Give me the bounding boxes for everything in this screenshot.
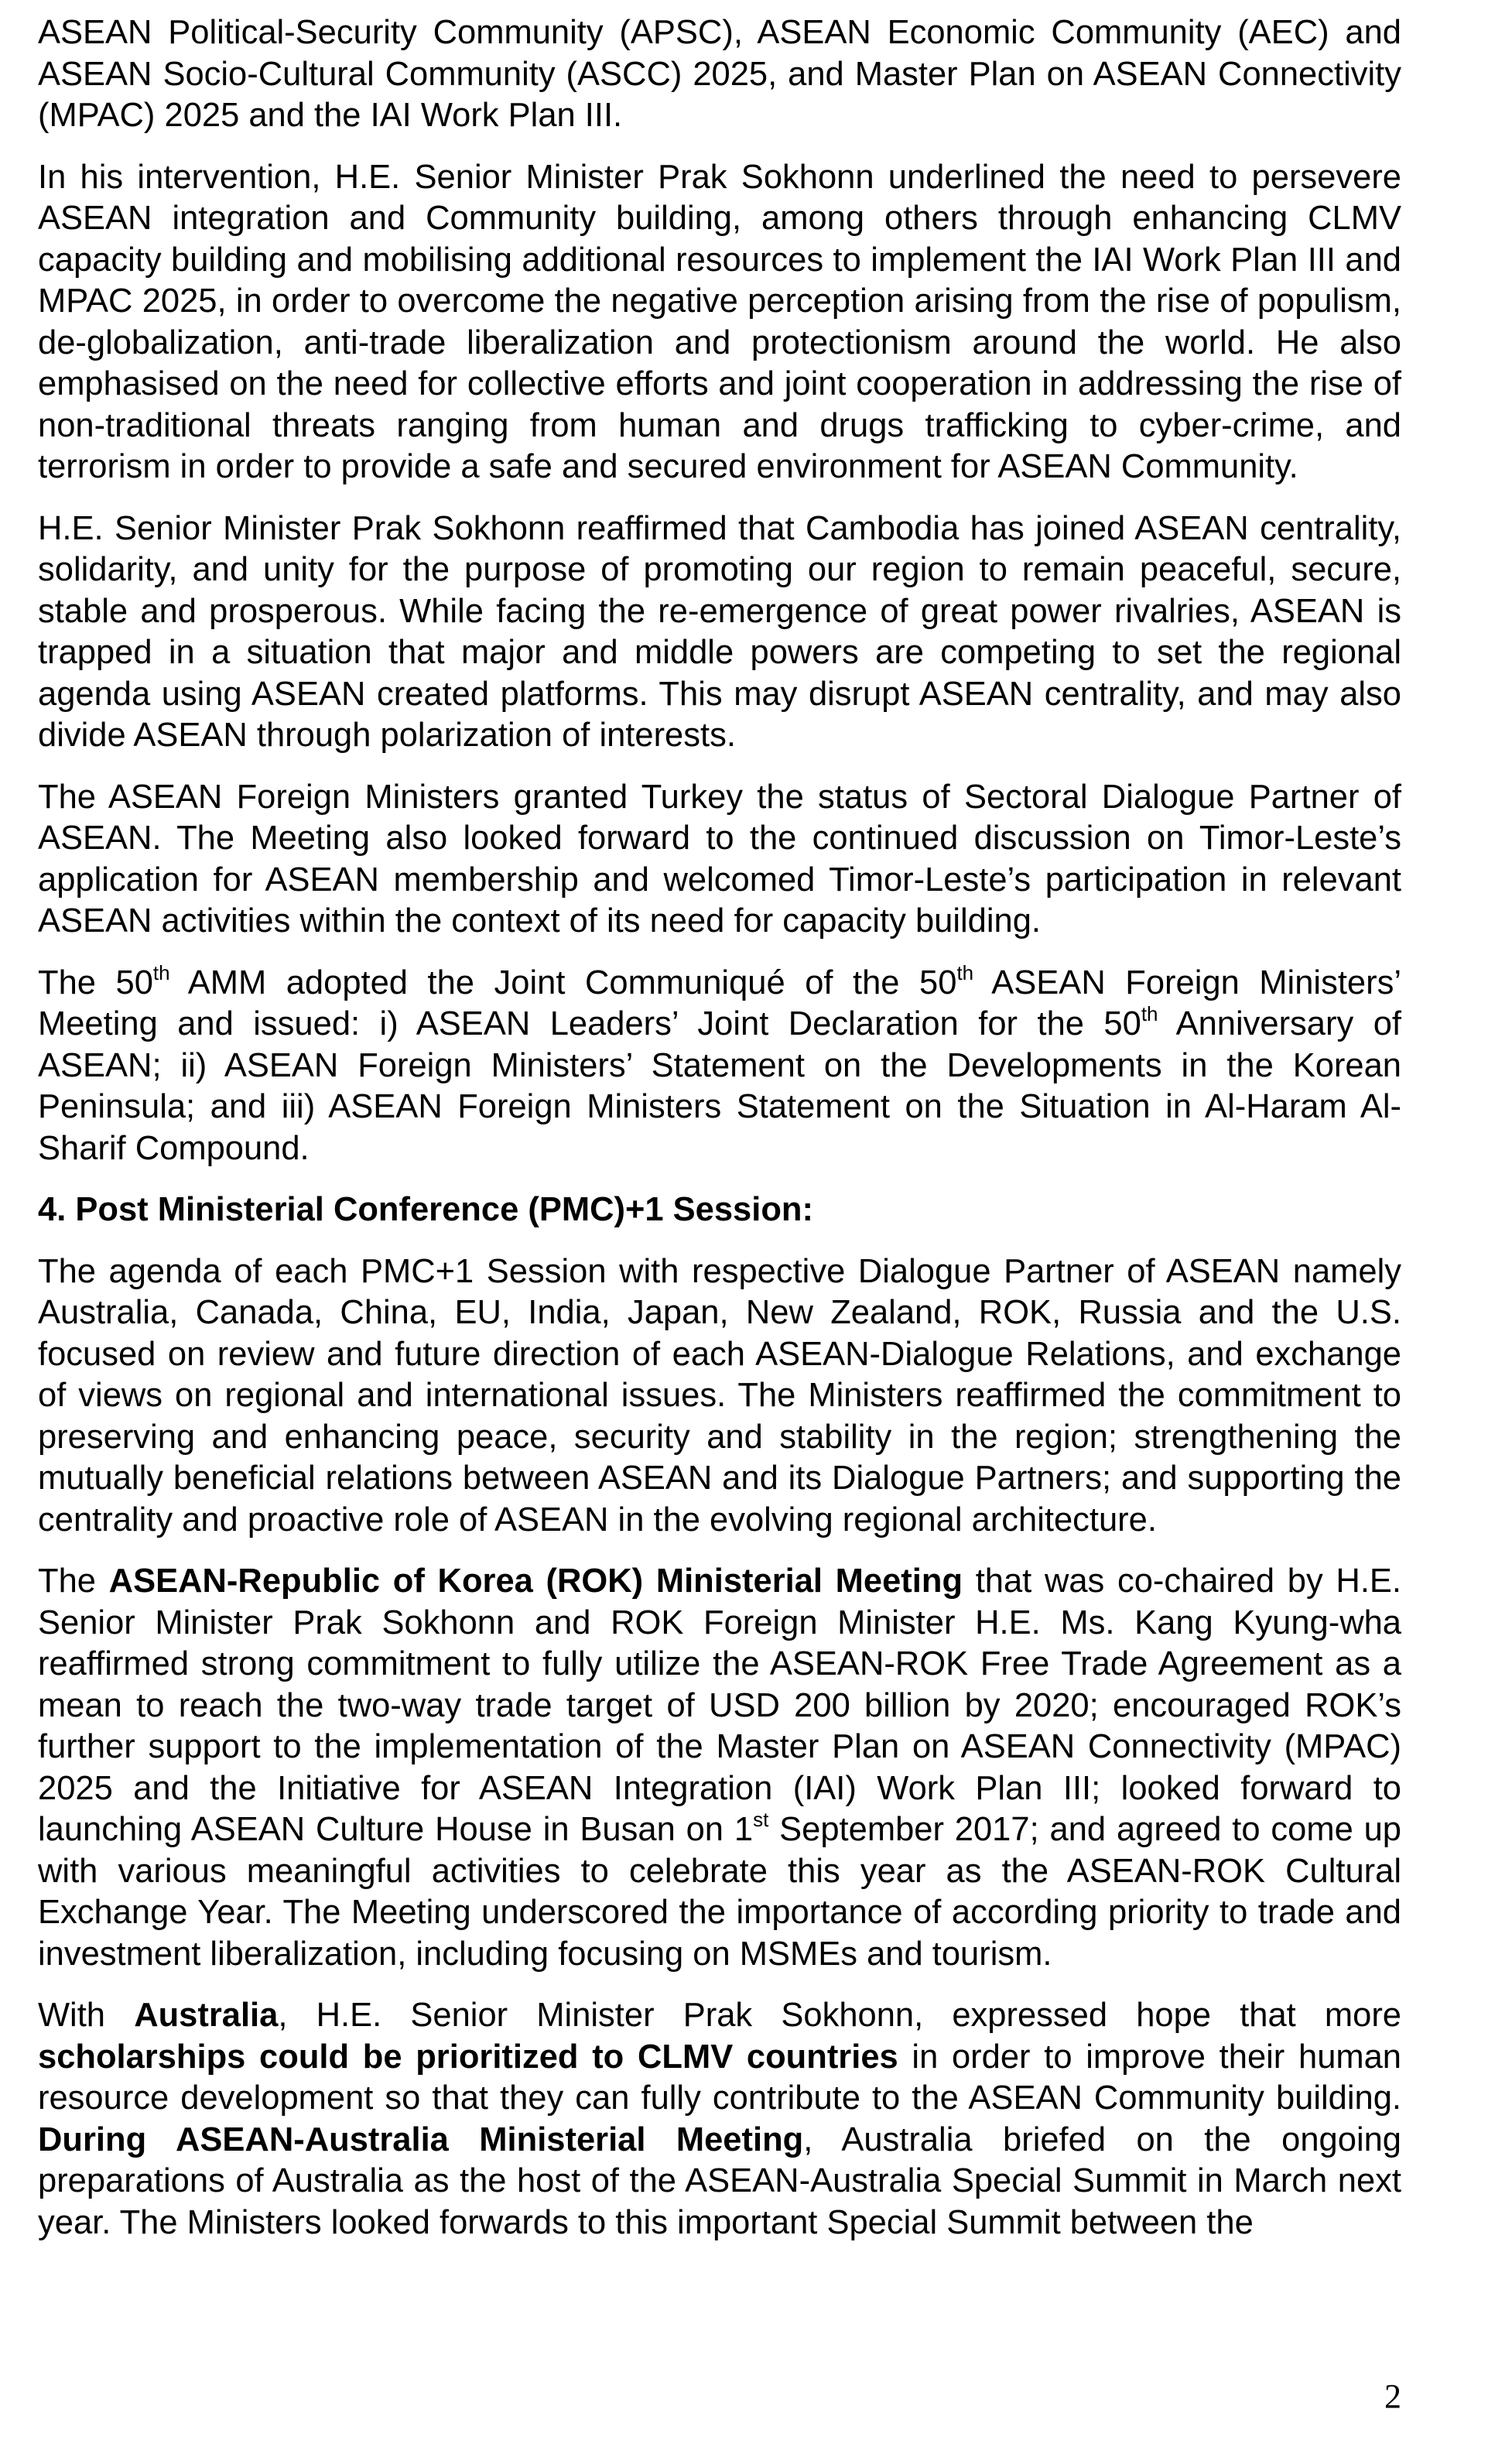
paragraph-australia xyxy=(38,1995,1401,2244)
paragraph-turkey-timor-leste: The ASEAN Foreign Ministers granted Turkey the status of Sectoral Dialogue Partner of ASEAN. The Meeting also looked forward to the continued discussion on Timor-Leste’s application for ASEAN membership and welcomed Timor-Leste’s participation in relevant ASEAN activities within the context of its need for capacity building. xyxy=(38,778,1401,940)
paragraph-pmc-agenda: The agenda of each PMC+1 Session with respective Dialogue Partner of ASEAN namely Australia, Canada, China, EU, India, Japan, New Zealand, ROK, Russia and the U.S. focused on review and future direction of each ASEAN-Dialogue Relations, and exchange of views on regional and international issues. The Ministers reaffirmed the commitment to preserving and enhancing peace, security and stability in the region; strengthening the mutually beneficial relations between ASEAN and its Dialogue Partners; and supporting the centrality and proactive role of ASEAN in the evolving regional architecture. xyxy=(38,1252,1401,1539)
superscript: th xyxy=(152,960,170,984)
text-span: ASEAN Foreign Ministers’ Meeting and issued: i) ASEAN Leaders’ Joint Declaration for the 50 xyxy=(38,964,1401,1042)
bold-text: scholarships could be prioritized to CLMV countries xyxy=(38,2038,898,2076)
text-span: in order to improve their human resource development so that they can fully contribute to the ASEAN Community building. xyxy=(38,2038,1402,2117)
paragraph-community-blueprints: ASEAN Political-Security Community (APSC), ASEAN Economic Community (AEC) and ASEAN Socio-Cultural Community (ASCC) 2025, and Master Plan on ASEAN Connectivity (MPAC) 2025 and the IAI Work Plan III. xyxy=(38,14,1401,134)
text-span: that was co-chaired by H.E. Senior Minister Prak Sokhonn and ROK Foreign Minister H.E. Ms. Kang Kyung-wha reaffirmed strong commitment to fully utilize the ASEAN-ROK Free Trade Agreement as a mean to reach the two-way trade target of USD 200 billion by 2020; encouraged ROK’s further support to the implementation of the Master Plan on ASEAN Connectivity (MPAC) 2025 and the Initiative for ASEAN Integration (IAI) Work Plan III; looked forward to launching ASEAN Culture House in Busan on 1 xyxy=(38,1562,1402,1848)
text-span: September 2017; and agreed to come up with various meaningful activities to celebrate this year as the ASEAN-ROK Cultural Exchange Year. The Meeting underscored the importance of according priority to trade and investment liberalization, including focusing on MSMEs and tourism. xyxy=(38,1811,1401,1973)
bold-text: Australia xyxy=(134,1997,279,2034)
text-span: Anniversary of ASEAN; ii) ASEAN Foreign Ministers’ Statement on the Developments in the Korean Peninsula; and iii) ASEAN Foreign Ministers Statement on the Situation in Al-Haram Al-Sharif Compound. xyxy=(38,1005,1401,1167)
text-span: , H.E. Senior Minister Prak Sokhonn, expressed hope that more xyxy=(278,1997,1402,2034)
bold-text: During ASEAN-Australia Ministerial Meeting xyxy=(38,2120,804,2158)
text-span: The 50 xyxy=(38,964,153,1001)
text-span: , Australia briefed on the ongoing preparations of Australia as the host of the ASEAN-Australia Special Summit in March next year. The Ministers looked forwards to this important Special Summit between the xyxy=(38,2120,1401,2241)
text-span: AMM adopted the Joint Communiqué of the 50 xyxy=(169,964,957,1001)
text-span: The xyxy=(38,1562,109,1600)
paragraph-asean-rok xyxy=(38,1561,1401,1975)
superscript: th xyxy=(1141,1002,1158,1025)
text-span: With xyxy=(38,1997,135,2034)
document-page xyxy=(38,12,1401,2264)
paragraph-50th-amm xyxy=(38,960,1401,1170)
bold-text: ASEAN-Republic of Korea (ROK) Ministerial Meeting xyxy=(108,1562,963,1600)
page-number: 2 xyxy=(1384,2377,1401,2415)
paragraph-intervention: In his intervention, H.E. Senior Minister Prak Sokhonn underlined the need to persevere ASEAN integration and Community building, among others through enhancing CLMV capacity building and mobilising additional resources to implement the IAI Work Plan III and MPAC 2025, in order to overcome the negative perception arising from the rise of populism, de-globalization, anti-trade liberalization and protectionism around the world. He also emphasised on the need for collective efforts and joint cooperation in addressing the rise of non-traditional threats ranging from human and drugs trafficking to cyber-crime, and terrorism in order to provide a safe and secured environment for ASEAN Community. xyxy=(38,158,1401,485)
section-heading-pmc: 4. Post Ministerial Conference (PMC)+1 Session: xyxy=(38,1191,813,1228)
paragraph-cambodia-reaffirmed: H.E. Senior Minister Prak Sokhonn reaffirmed that Cambodia has joined ASEAN centrality, solidarity, and unity for the purpose of promoting our region to remain peaceful, secure, stable and prosperous. While facing the re-emergence of great power rivalries, ASEAN is trapped in a situation that major and middle powers are competing to set the regional agenda using ASEAN created platforms. This may disrupt ASEAN centrality, and may also divide ASEAN through polarization of interests. xyxy=(38,509,1401,754)
superscript: th xyxy=(956,960,974,984)
superscript: st xyxy=(753,1808,769,1831)
